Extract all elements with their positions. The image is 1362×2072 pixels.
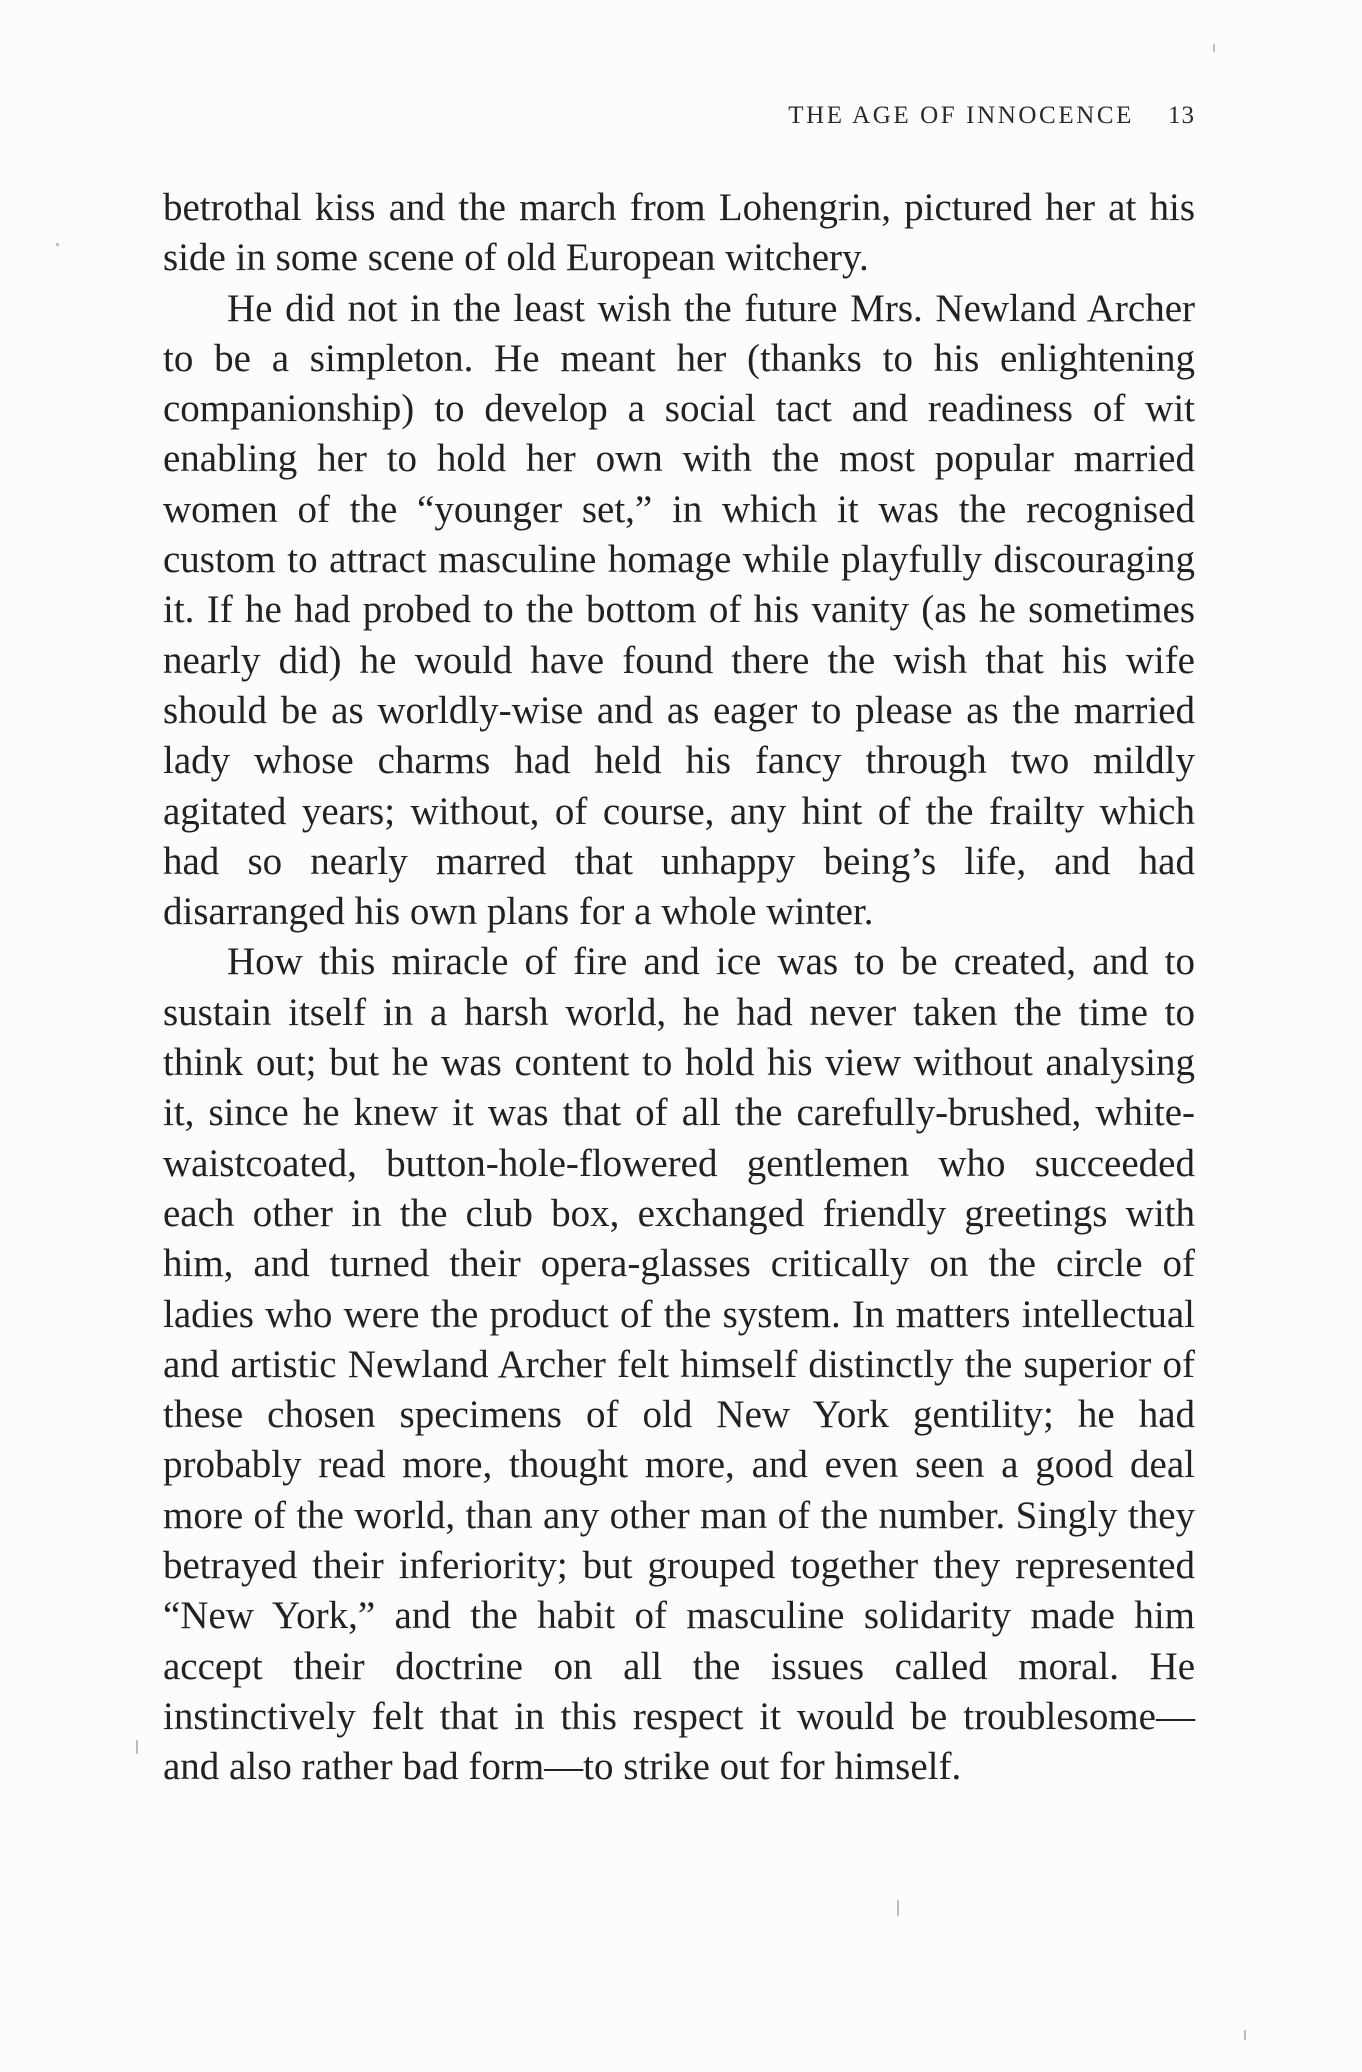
scan-speck bbox=[897, 1900, 899, 1916]
paragraph: He did not in the least wish the future Mrs. Newland Archer to be a simpleton. He meant her (thanks to his enlightening companionship) to develop a social tact and readiness of wit enabling her to hold her own with the most popular married women of the “younger set,” in which it was the recognised custom to attract masculine homage while playfully discouraging it. If he had probed to the bottom of his vanity (as he sometimes nearly did) he would have found there the wish that his wife should be as worldly-wise and as eager to please as the married lady whose charms had held his fancy through two mildly agitated years; without, of course, any hint of the frailty which had so nearly marred that unhappy being’s life, and had disarranged his own plans for a whole winter. bbox=[163, 286, 1195, 934]
scan-speck bbox=[56, 243, 59, 246]
scan-speck bbox=[136, 1740, 138, 1754]
running-head bbox=[163, 101, 1195, 131]
page-number: 13 bbox=[1168, 102, 1195, 129]
running-title: THE AGE OF INNOCENCE bbox=[788, 102, 1134, 129]
scan-speck bbox=[1244, 2030, 1246, 2040]
body-text bbox=[163, 183, 1195, 1793]
paragraph: betrothal kiss and the march from Lohengrin, pictured her at his side in some scene of old European witchery. bbox=[163, 186, 1195, 280]
paragraph: How this miracle of fire and ice was to be created, and to sustain itself in a harsh world, he had never taken the time to think out; but he was content to hold his view without analysing it, since he knew it was that of all the carefully-brushed, white-waistcoated, button-hole-flowered gentlemen who succeeded each other in the club box, exchanged friendly greetings with him, and turned their opera-glasses critically on the circle of ladies who were the product of the system. In matters intellectual and artistic Newland Archer felt himself distinctly the superior of these chosen specimens of old New York gentility; he had probably read more, thought more, and even seen a good deal more of the world, than any other man of the number. Singly they betrayed their inferiority; but grouped together they represented “New York,” and the habit of masculine solidarity made him accept their doctrine on all the issues called moral. He instinctively felt that in this respect it would be troublesome—and also rather bad form—to strike out for himself. bbox=[163, 940, 1195, 1789]
scan-speck bbox=[1213, 44, 1215, 52]
